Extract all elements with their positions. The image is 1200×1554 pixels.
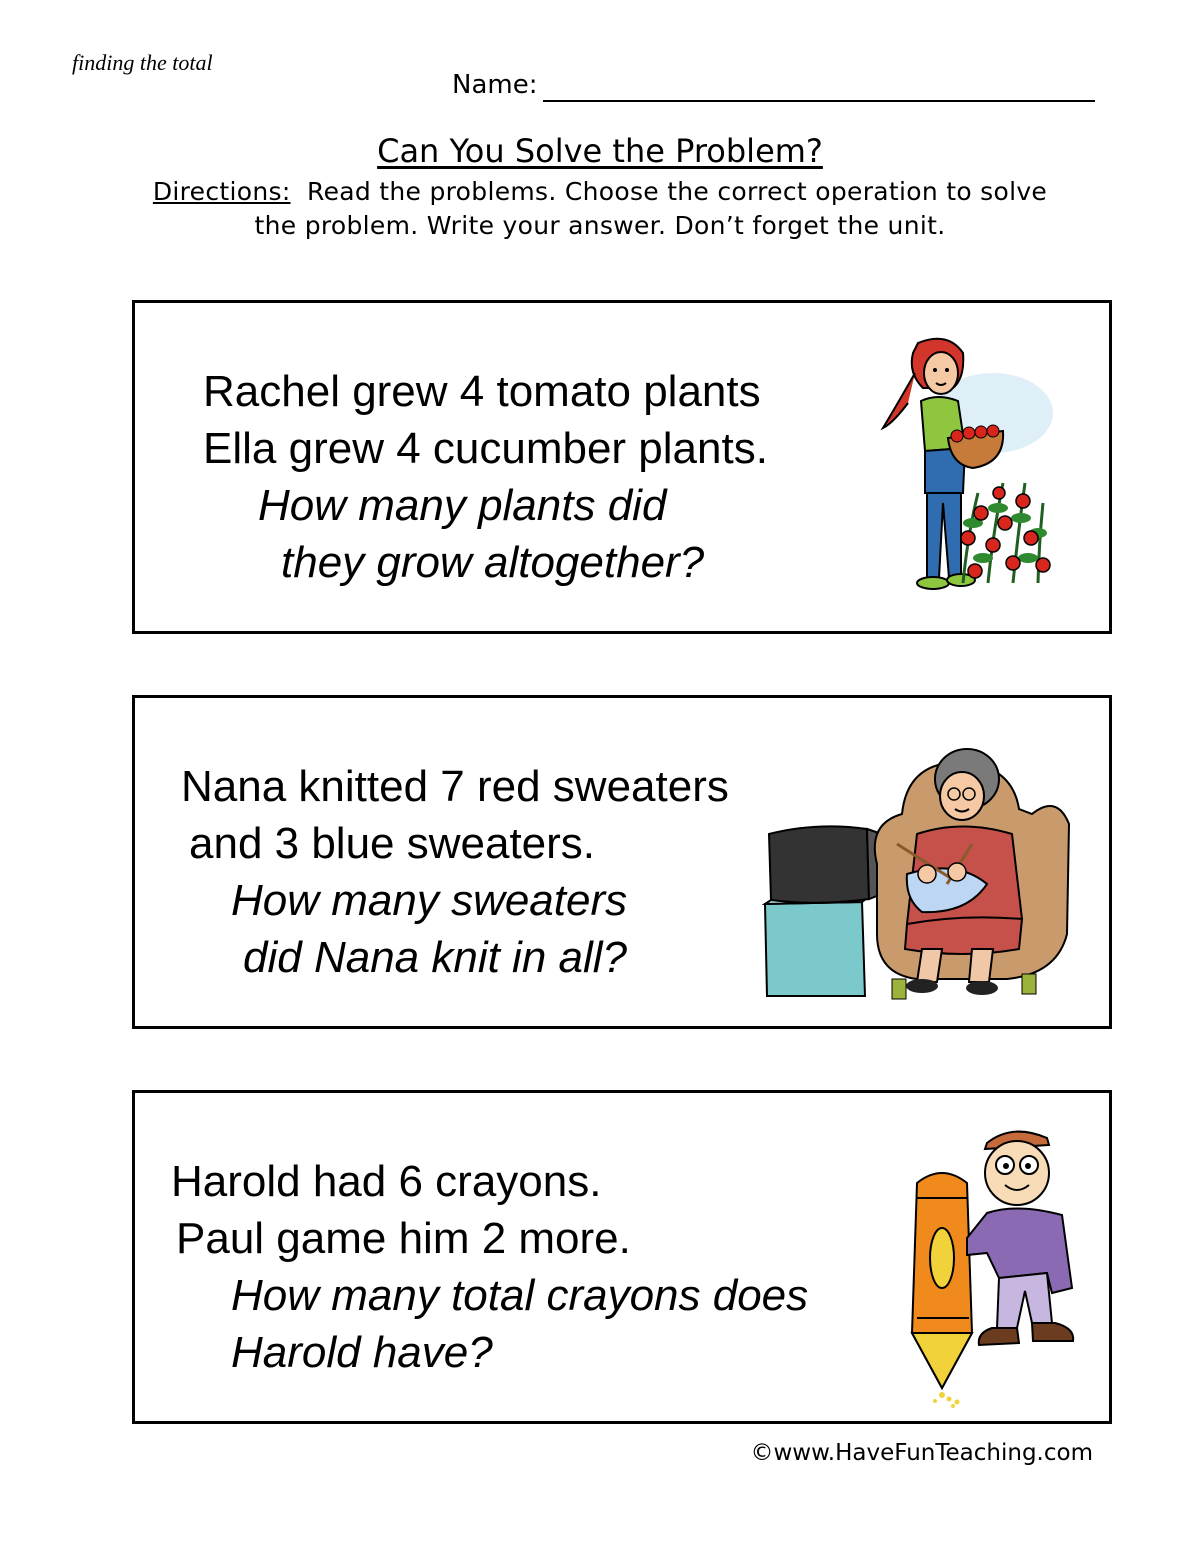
girl-with-tomato-basket-icon [853,333,1053,608]
problem-2-line-1: Nana knitted 7 red sweaters [181,762,729,811]
name-label: Name: [452,70,538,100]
copyright-footer: ©www.HaveFunTeaching.com [750,1440,1093,1466]
directions [110,175,1090,243]
problem-3-line-1: Harold had 6 crayons. [171,1157,602,1206]
problem-1-question-2: they grow altogether? [281,538,705,587]
directions-line-1 [110,175,1090,209]
directions-text-2: the problem. Write your answer. Don’t forget the unit. [254,211,946,240]
directions-text-1: Read the problems. Choose the correct operation to solve [307,177,1048,206]
problem-2-question-2: did Nana knit in all? [243,933,628,982]
problem-3-question-2: Harold have? [231,1328,493,1377]
problem-card-2 [132,695,1112,1029]
problem-3-text [171,1153,808,1381]
problem-3-line-2: Paul game him 2 more. [176,1214,631,1263]
problem-2-line-2: and 3 blue sweaters. [189,819,596,868]
problem-1-line-1: Rachel grew 4 tomato plants [203,367,761,416]
problem-1-text [203,363,768,591]
name-answer-line[interactable] [543,100,1095,102]
problem-1-line-2: Ella grew 4 cucumber plants. [203,424,768,473]
worksheet-title: Can You Solve the Problem? [377,132,823,170]
problem-card-3 [132,1090,1112,1424]
problem-1-question-1: How many plants did [258,481,667,530]
directions-label: Directions: [152,177,291,206]
grandma-knitting-icon [757,734,1077,1004]
topic-label: finding the total [72,50,213,75]
problem-2-question-1: How many sweaters [231,876,628,925]
boy-with-crayon-icon [887,1123,1097,1408]
problem-2-text [181,758,729,986]
problem-card-1 [132,300,1112,634]
problem-3-question-1: How many total crayons does [231,1271,809,1320]
